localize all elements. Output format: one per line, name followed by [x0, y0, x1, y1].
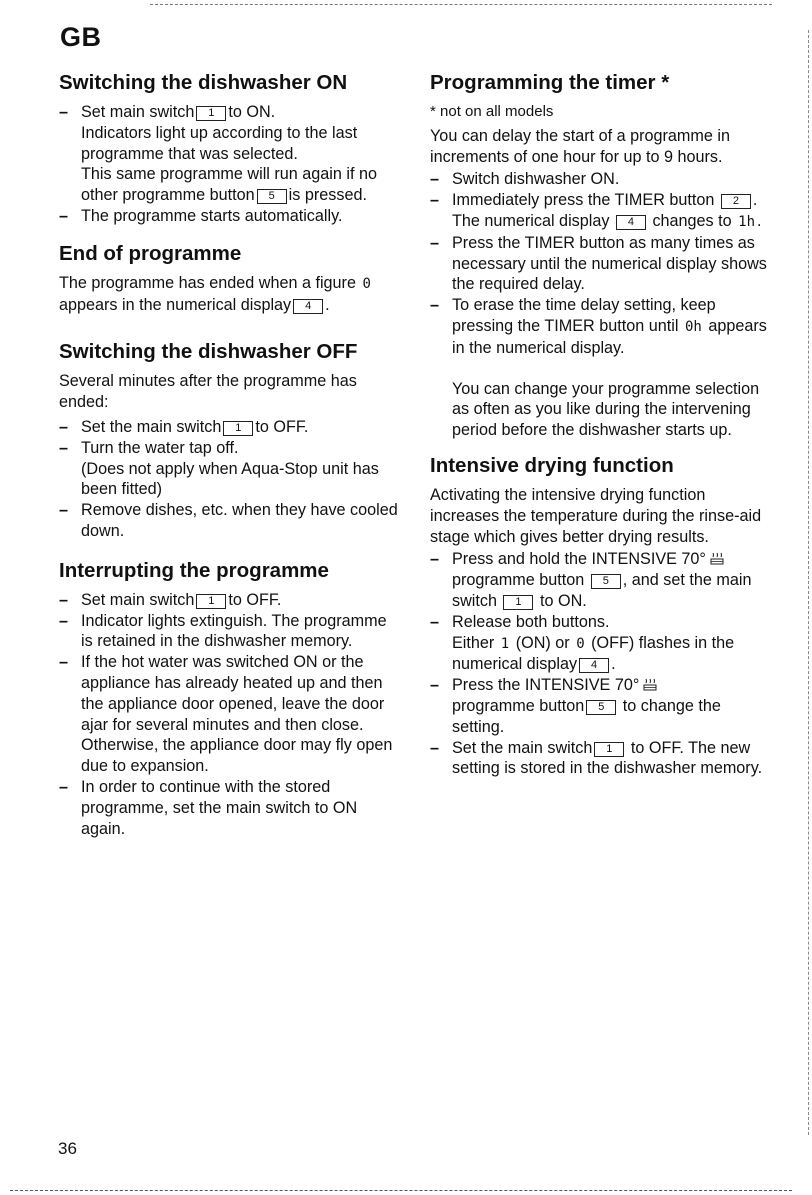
text: Press the INTENSIVE 70° — [452, 676, 640, 695]
paragraph: You can delay the start of a programme in increments of one hour for up to 9 hours. — [430, 126, 730, 166]
list-item: – Switch dishwasher ON. — [430, 169, 772, 190]
list-intensive-drying — [430, 549, 772, 779]
display-digit: 1h — [738, 213, 756, 230]
left-column — [59, 70, 399, 839]
heading-interrupting: Interrupting the programme — [59, 558, 329, 582]
button-number-badge: 5 — [591, 574, 621, 589]
text: Set main switch — [81, 103, 195, 121]
text: Release both buttons. — [452, 612, 610, 631]
scan-artifact-top — [150, 4, 772, 5]
list-item — [59, 590, 399, 611]
display-digit: 0 — [362, 275, 371, 292]
paragraph: Several minutes after the programme has ended: — [59, 372, 357, 412]
list-item: – In order to continue with the stored programme, set the main switch to ON again. — [59, 777, 399, 839]
text: . — [757, 211, 762, 230]
text: Either — [452, 633, 495, 652]
paragraph: You can change your programme selection as often as you like during the intervening period before the dishwasher starts up. — [452, 379, 760, 440]
list-item: – Remove dishes, etc. when they have cooled down. — [59, 500, 399, 542]
language-code: GB — [60, 22, 102, 52]
text: to ON. — [228, 103, 276, 121]
button-number-badge: 4 — [293, 299, 323, 314]
intensive-drying-icon — [643, 678, 657, 692]
text: Indicators light up according to the last programme that was selected. — [81, 123, 358, 163]
text: (OFF) flashes in the numerical display — [452, 633, 735, 674]
list-item — [430, 612, 772, 675]
list-item — [59, 417, 399, 438]
text: Set the main switch — [452, 738, 593, 757]
list-item — [430, 190, 772, 233]
display-digit: 0 — [576, 635, 585, 652]
scan-artifact-bottom — [10, 1190, 792, 1191]
list-switching-on — [59, 102, 399, 227]
text: Set the main switch — [81, 417, 222, 436]
list-interrupting — [59, 590, 399, 840]
heading-timer: Programming the timer * — [430, 71, 670, 94]
scan-artifact-edge — [808, 30, 809, 1135]
button-number-badge: 5 — [257, 189, 287, 204]
text: is pressed. — [288, 186, 367, 205]
button-number-badge: 4 — [616, 215, 646, 230]
text: appears in the numerical display — [59, 295, 292, 314]
text: to ON. — [539, 591, 587, 610]
paragraph: Activating the intensive drying function increases the temperature during the rinse-aid stage which gives better drying results. — [430, 485, 762, 546]
page-number: 36 — [58, 1139, 77, 1158]
text: Immediately press the TIMER button — [452, 191, 715, 210]
text: to change the setting. — [452, 696, 721, 736]
list-item: – The programme starts automatically. — [59, 206, 399, 227]
button-number-badge: 4 — [579, 658, 609, 673]
intensive-drying-icon — [710, 552, 724, 566]
button-number-badge: 2 — [721, 194, 751, 209]
text: (Does not apply when Aqua-Stop unit has been fitted) — [81, 459, 379, 499]
text: If the hot water was switched ON or the appliance has already heated up and then the appliance door opened, leave the door ajar for several minutes and then close. — [81, 653, 385, 734]
text: The programme has ended when a figure — [59, 273, 356, 292]
heading-switching-on: Switching the dishwasher ON — [59, 71, 348, 94]
paragraph — [59, 273, 399, 316]
text: to OFF. — [255, 417, 309, 436]
button-number-badge: 1 — [196, 594, 226, 609]
right-column — [430, 70, 772, 779]
text: Turn the water tap off. — [81, 438, 239, 457]
text: programme button — [452, 571, 585, 590]
text: appears in the numerical display. — [452, 316, 767, 357]
list-switching-off — [59, 417, 399, 542]
heading-end-of-programme: End of programme — [59, 241, 242, 265]
text: to OFF. — [228, 590, 282, 609]
button-number-badge: 5 — [586, 700, 616, 715]
button-number-badge: 1 — [223, 421, 253, 436]
button-number-badge: 1 — [196, 106, 226, 121]
heading-switching-off: Switching the dishwasher OFF — [59, 340, 358, 364]
list-item — [430, 675, 772, 737]
text: Set main switch — [81, 590, 195, 609]
list-item — [59, 438, 399, 500]
text: programme button — [452, 696, 585, 715]
text: (ON) or — [515, 633, 570, 652]
heading-intensive-drying: Intensive drying function — [430, 453, 674, 477]
text: . The numerical display — [452, 191, 758, 230]
text: . — [325, 295, 330, 314]
text: Press and hold the INTENSIVE 70° — [452, 550, 706, 569]
button-number-badge: 1 — [594, 742, 624, 757]
list-item — [430, 549, 772, 611]
list-item: – Press the TIMER button as many times as necessary until the numerical display shows the required delay. — [430, 233, 772, 295]
text: Otherwise, the appliance door may fly open due to expansion. — [81, 736, 393, 776]
text: , and set the main switch — [452, 571, 752, 610]
list-item — [59, 652, 399, 777]
display-digit: 1 — [500, 635, 510, 652]
list-item — [430, 738, 772, 780]
button-number-badge: 1 — [503, 595, 533, 610]
list-timer — [430, 169, 772, 358]
text: to OFF. The new setting is stored in the dishwasher memory. — [452, 738, 763, 778]
text: To erase the time delay setting, keep pressing the TIMER button until — [452, 296, 716, 335]
text: changes to — [652, 211, 732, 230]
text: This same programme will run again if no other programme button — [81, 165, 377, 205]
text: . — [611, 655, 616, 674]
footnote: * not on all models — [430, 103, 554, 120]
list-item: – Indicator lights extinguish. The programme is retained in the dishwasher memory. — [59, 611, 399, 653]
list-item — [59, 102, 399, 206]
list-item — [430, 295, 772, 358]
display-digit: 0h — [684, 318, 702, 335]
